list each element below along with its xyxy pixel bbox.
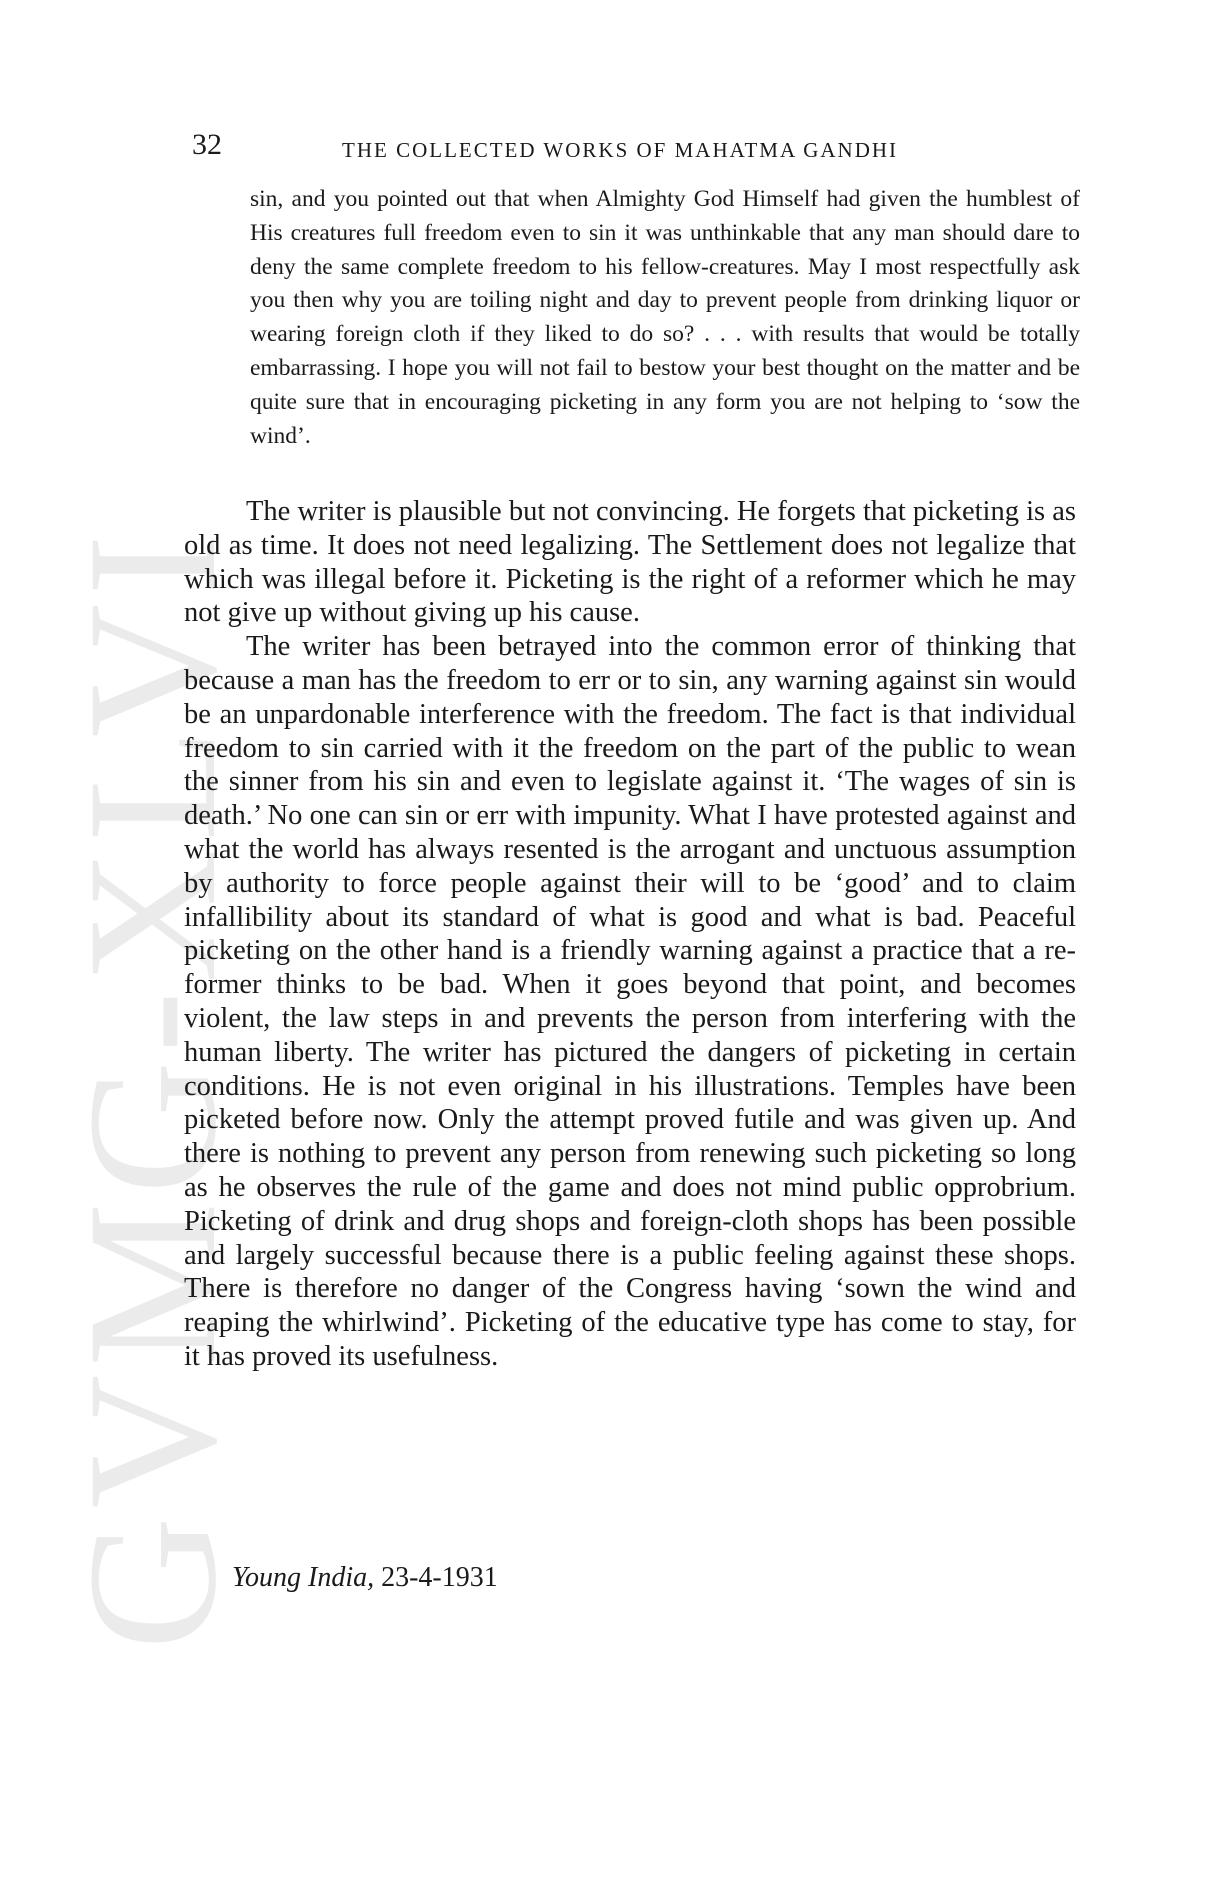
publication-name: Young India, — [232, 1562, 375, 1593]
source-citation — [232, 1562, 498, 1594]
paragraph: The writer has been betrayed into the common error of thinking that because a man has the freedom to err or to sin, any warning against sin would be an unpardonable interference with the freedom. The fact is that individual freedom to sin carried with it the freedom on the part of the public to wean the sinner from his sin and even to legislate against it. ‘The wages of sin is death.’ No one can sin or err with impunity. What I have protested against and what the world has always resented is the arrogant and unctuous assumption by authority to force people against their will to be ‘good’ and to claim infallibility about its standard of what is good and what is bad. Peaceful picketing on the other hand is a friendly warning against a practice that a reformer thinks to be bad. When it goes beyond that point, and becomes violent, the law steps in and prevents the person from interfering with the human liberty. The writer has pictured the dangers of picketing in certain conditions. He is not even original in his illustrations. Temples have been picketed before now. Only the attempt proved futile and was given up. And there is nothing to prevent any person from renewing such picketing so long as he observes the rule of the game and does not mind public opprobrium. Picketing of drink and drug shops and foreign-cloth shops has been possible and largely successful because there is a public feeling against these shops. There is therefore no danger of the Congress having ‘sown the wind and reaping the whirlwind’. Picketing of the educative type has come to stay, for it has proved its usefulness. — [184, 631, 1076, 1372]
paragraph: The writer is plausible but not convincing. He forgets that picketing is as old as time. It does not need legalizing. The Settlement does not legalize that which was illegal before it. Picketing is the right of a reformer which he may not give up without giving up his cause. — [184, 496, 1076, 629]
body-text — [184, 495, 1076, 1374]
running-head: THE COLLECTED WORKS OF MAHATMA GANDHI — [342, 138, 899, 162]
publication-date: 23-4-1931 — [381, 1562, 498, 1593]
watermark: GVMG-XLVI — [50, 526, 255, 1650]
block-quote: sin, and you pointed out that when Almighty God Himself had given the humblest of His creatures full freedom even to sin it was unthinkable that any man should dare to deny the same complete freedom to his fellow-creatures. May I most respectfully ask you then why you are toiling night and day to prevent people from drinking liquor or wearing foreign cloth if they liked to do so? . . . with results that would be totally embarrassing. I hope you will not fail to bestow your best thought on the matter and be quite sure that in encouraging picketing in any form you are not helping to ‘sow the wind’. — [250, 186, 1080, 449]
page-number: 32 — [192, 128, 222, 161]
page-header — [192, 128, 1072, 168]
